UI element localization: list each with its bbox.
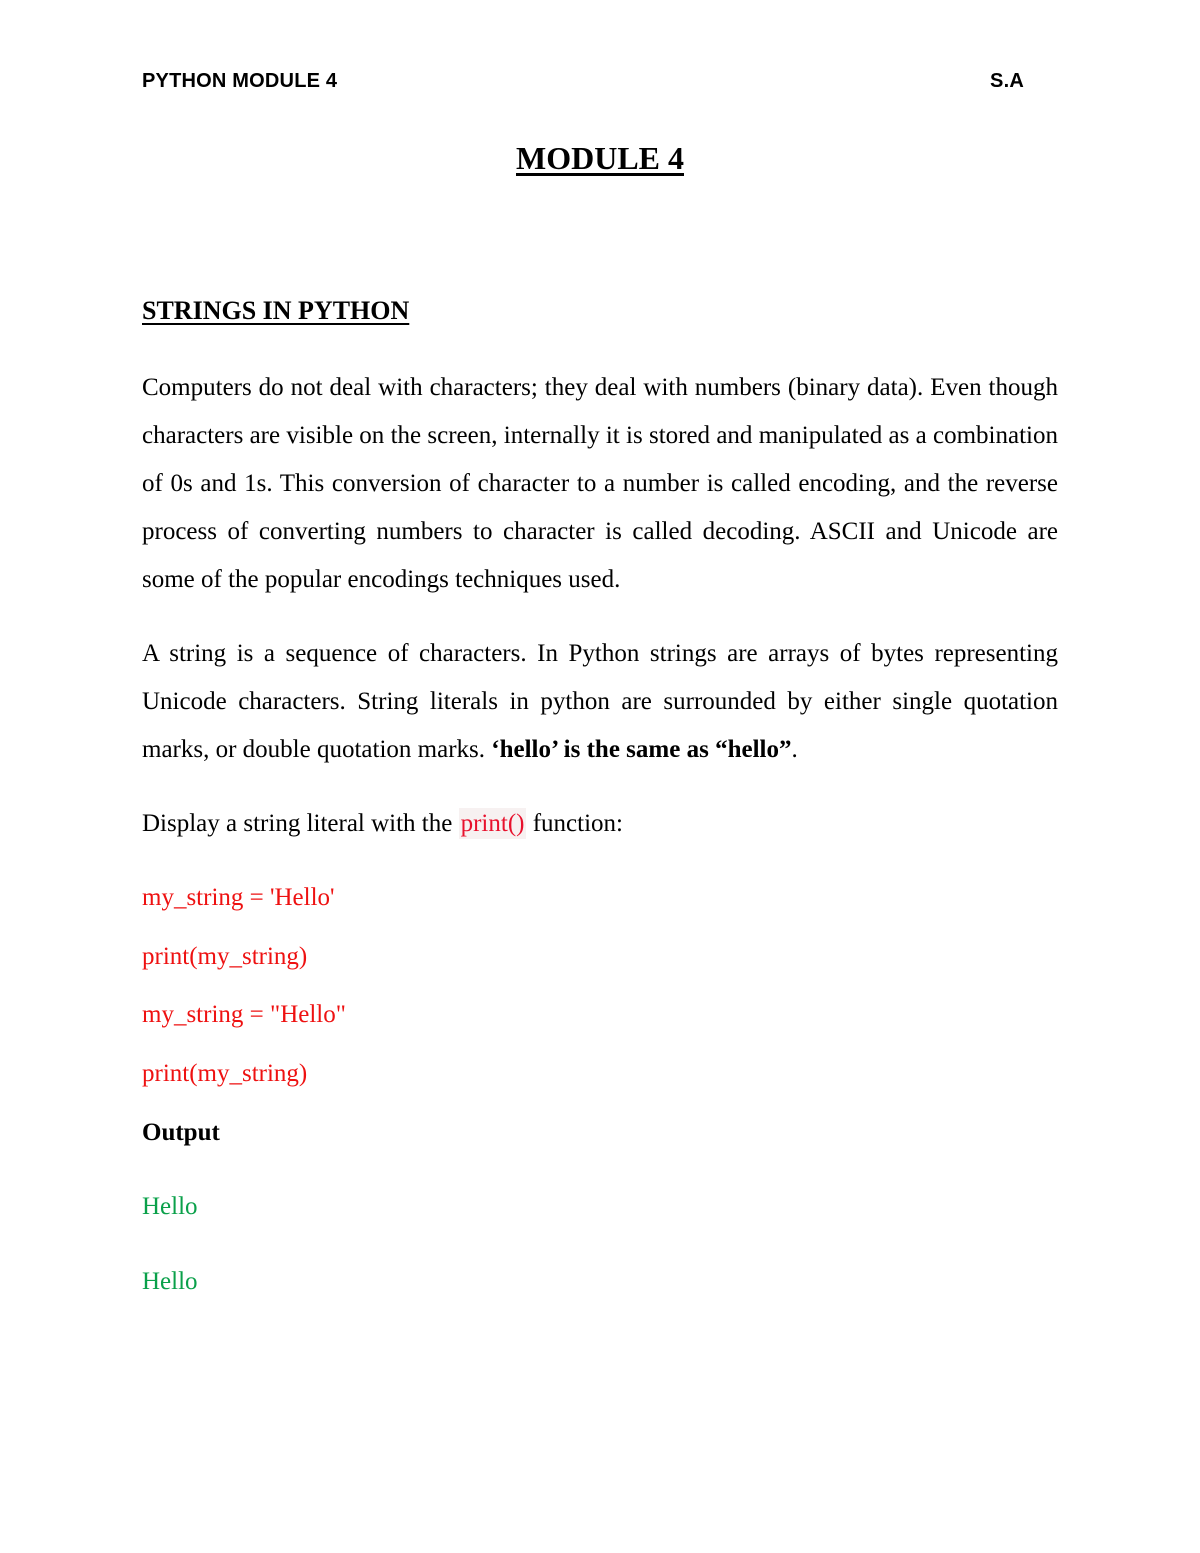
section-heading: STRINGS IN PYTHON xyxy=(142,296,410,325)
code-line: my_string = "Hello" xyxy=(142,1001,346,1028)
code-line: print(my_string) xyxy=(142,1060,308,1087)
code-line: my_string = 'Hello' xyxy=(142,884,335,911)
paragraph-encoding: Computers do not deal with characters; they deal with numbers (binary data). Even though characters are visible on the screen, internally it is stored and manipulated as a combination of 0s and 1s. This conversion of character to a number is called encoding, and the reverse process of converting numbers to character is called decoding. ASCII and Unicode are some of the popular encodings techniques used. xyxy=(142,374,1058,593)
output-label: Output xyxy=(142,1119,220,1146)
paragraph-print-intro xyxy=(142,800,1058,848)
header-author-initials: S.A xyxy=(990,70,1024,92)
header-module-label: PYTHON MODULE 4 xyxy=(142,70,338,92)
code-line: print(my_string) xyxy=(142,943,308,970)
paragraph-string-end: . xyxy=(791,736,798,763)
paragraph-string-bold: ‘hello’ is the same as “hello” xyxy=(491,736,792,763)
print-intro-after: function: xyxy=(526,810,623,837)
output-line: Hello xyxy=(142,1193,198,1220)
inline-code-print: print() xyxy=(460,810,525,837)
page-title: MODULE 4 xyxy=(516,140,684,176)
paragraph-string-definition xyxy=(142,630,1058,774)
output-line: Hello xyxy=(142,1268,198,1295)
print-intro-before: Display a string literal with the xyxy=(142,810,459,837)
paragraph-string-text: A string is a sequence of characters. In Python strings are arrays of bytes representing Unicode characters. String literals in python are surrounded by either single quotation marks, or double quotation marks. xyxy=(142,640,1058,763)
